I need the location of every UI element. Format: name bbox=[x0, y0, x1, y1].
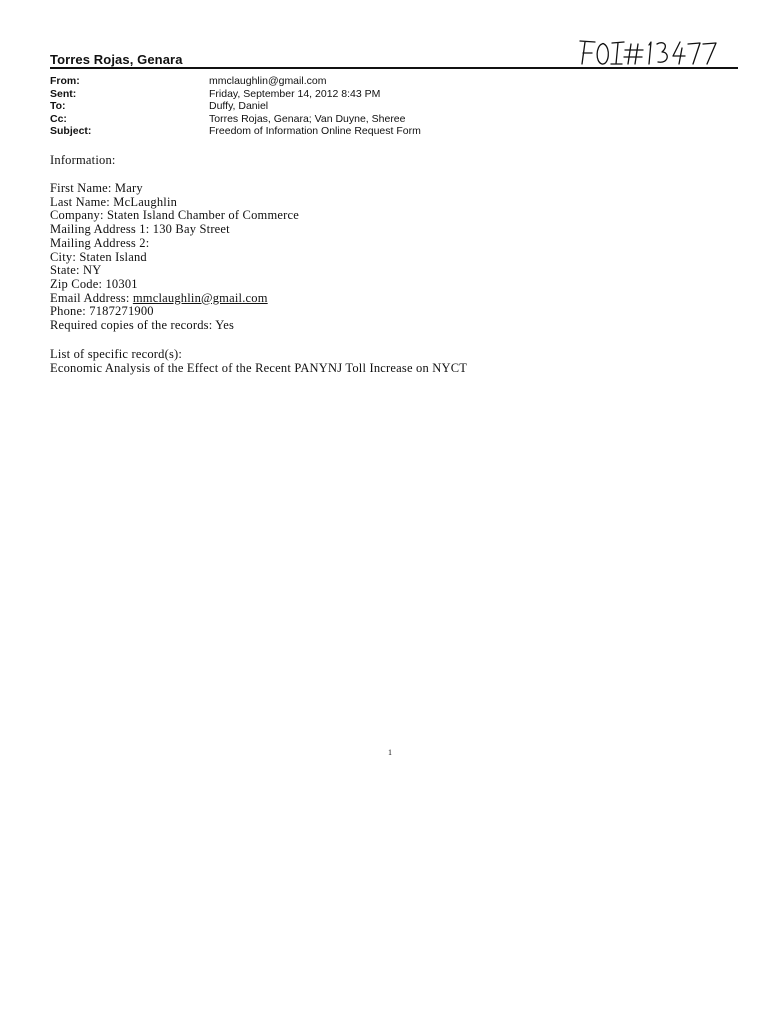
to-row bbox=[50, 100, 421, 113]
subject-label: Subject: bbox=[50, 125, 92, 138]
to-label: To: bbox=[50, 100, 66, 113]
sent-row bbox=[50, 88, 421, 101]
info-intro: Information: bbox=[50, 153, 116, 167]
handwritten-foi-annotation bbox=[576, 30, 736, 72]
form-fields bbox=[50, 182, 299, 333]
first-name-line: First Name: Mary bbox=[50, 181, 143, 195]
from-row bbox=[50, 75, 421, 88]
company-line: Company: Staten Island Chamber of Commerce bbox=[50, 208, 299, 223]
sender-name: Torres Rojas, Genara bbox=[50, 52, 183, 67]
email-link[interactable]: mmclaughlin@gmail.com bbox=[132, 290, 268, 305]
address2-line: Mailing Address 2: bbox=[50, 235, 150, 250]
cc-value: Torres Rojas, Genara; Van Duyne, Sheree bbox=[209, 112, 406, 125]
sent-label: Sent: bbox=[50, 87, 77, 100]
cc-row bbox=[50, 113, 421, 126]
copies-line: Required copies of the records: Yes bbox=[50, 318, 235, 333]
from-label: From: bbox=[50, 75, 80, 87]
to-value: Duffy, Daniel bbox=[209, 100, 269, 113]
state-line: State: NY bbox=[50, 263, 102, 278]
cc-label: Cc: bbox=[50, 112, 67, 125]
records-section bbox=[50, 348, 467, 375]
from-value: mmclaughlin@gmail.com bbox=[209, 75, 327, 87]
city-line: City: Staten Island bbox=[50, 249, 147, 264]
sent-value: Friday, September 14, 2012 8:43 PM bbox=[209, 87, 381, 100]
zip-line: Zip Code: 10301 bbox=[50, 276, 138, 291]
email-label: Email Address: bbox=[50, 290, 133, 305]
records-label: List of specific record(s): bbox=[50, 347, 183, 361]
records-value: Economic Analysis of the Effect of the Recent PANYNJ Toll Increase on NYCT bbox=[50, 360, 468, 375]
page-number: 1 bbox=[388, 748, 392, 757]
email-headers bbox=[50, 75, 421, 138]
subject-value: Freedom of Information Online Request Form bbox=[209, 125, 421, 138]
last-name-line: Last Name: McLaughlin bbox=[50, 194, 178, 209]
subject-row bbox=[50, 125, 421, 138]
email-line bbox=[50, 292, 299, 306]
phone-line: Phone: 7187271900 bbox=[50, 304, 154, 319]
address1-line: Mailing Address 1: 130 Bay Street bbox=[50, 222, 230, 237]
